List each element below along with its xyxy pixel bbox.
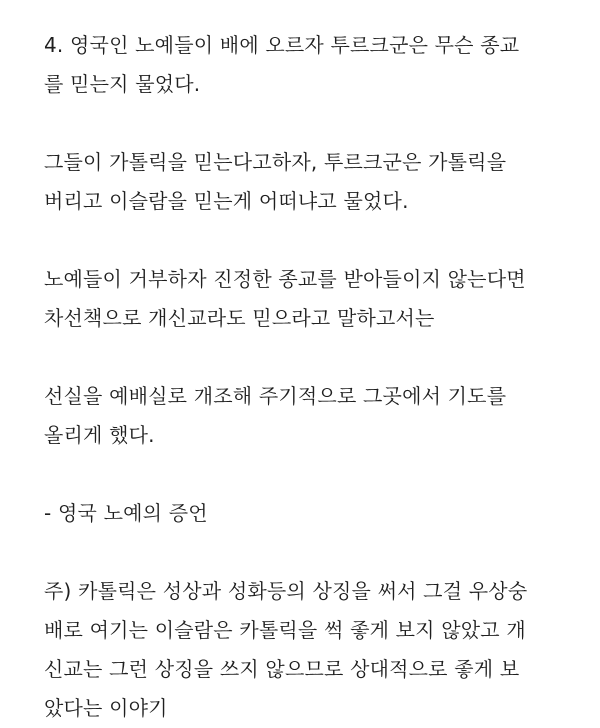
paragraph-spacer <box>44 455 580 494</box>
text-line: - 영국 노예의 증언 <box>44 501 208 525</box>
text-line: 노예들이 거부하자 진정한 종교를 받아들이지 않는다면 <box>44 267 526 291</box>
text-line: 그들이 가톨릭을 믿는다고하자, 투르크군은 가톨릭을 <box>44 150 507 174</box>
paragraph-source-attribution <box>44 494 580 533</box>
text-line: 배로 여기는 이슬람은 카톨릭을 썩 좋게 보지 않았고 개 <box>44 618 526 642</box>
paragraph-spacer <box>44 104 580 143</box>
paragraph-catholic-answer <box>44 143 580 221</box>
paragraph-chapel <box>44 377 580 455</box>
text-line: 버리고 이슬람을 믿는게 어떠냐고 물었다. <box>44 189 409 213</box>
text-line: 올리게 했다. <box>44 423 155 447</box>
paragraph-slaves-asked-religion <box>44 26 580 104</box>
paragraph-footnote <box>44 572 580 728</box>
text-line: 주) 카톨릭은 성상과 성화등의 상징을 써서 그걸 우상숭 <box>44 579 528 603</box>
text-line: 를 믿는지 물었다. <box>44 72 201 96</box>
text-line: 선실을 예배실로 개조해 주기적으로 그곳에서 기도를 <box>44 384 507 408</box>
text-line: 차선책으로 개신교라도 믿으라고 말하고서는 <box>44 306 435 330</box>
text-line: 신교는 그런 상징을 쓰지 않으므로 상대적으로 좋게 보 <box>44 657 520 681</box>
paragraph-spacer <box>44 221 580 260</box>
document-body <box>44 26 580 728</box>
paragraph-refusal <box>44 260 580 338</box>
paragraph-spacer <box>44 533 580 572</box>
text-line: 았다는 이야기 <box>44 696 168 720</box>
text-line: 4. 영국인 노예들이 배에 오르자 투르크군은 무슨 종교 <box>44 33 520 57</box>
paragraph-spacer <box>44 338 580 377</box>
